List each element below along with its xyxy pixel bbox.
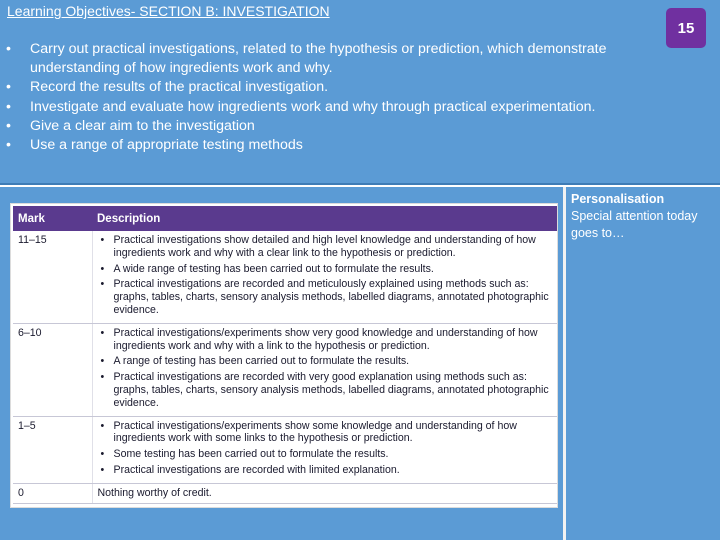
description-point: • Practical investigations are recorded with limited explanation. xyxy=(100,463,400,476)
mark-cell: 11–15 xyxy=(13,231,92,323)
mark-cell: 6–10 xyxy=(13,323,92,416)
description-cell: Nothing worthy of credit. xyxy=(92,483,557,503)
score-badge: 15 xyxy=(666,8,706,48)
description-column-header: Description xyxy=(92,206,557,231)
description-point: • Practical investigations show detailed and high level knowledge and understanding of how ingredients work and why with a clear link to the hypothesis or prediction. xyxy=(100,234,536,259)
mark-cell: 1–5 xyxy=(13,416,92,483)
bullet-icon: • xyxy=(100,278,105,291)
page-title: Learning Objectives- SECTION B: INVESTIGATION xyxy=(7,3,330,19)
learning-objectives-panel xyxy=(0,0,720,185)
description-point: • Practical investigations/experiments show very good knowledge and understanding of how ingredients work and why with a link to the hypothesis or prediction. xyxy=(100,326,538,352)
description-point: • Some testing has been carried out to formulate the results. xyxy=(100,448,389,461)
bullet-icon: • xyxy=(100,355,105,368)
bullet-icon: • xyxy=(100,326,105,339)
bullet-icon: • xyxy=(100,463,105,476)
table-row xyxy=(13,416,557,483)
objective-item: • Give a clear aim to the investigation xyxy=(6,117,696,136)
objective-item: • Carry out practical investigations, related to the hypothesis or prediction, which demonstrate understanding of how ingredients work and why. xyxy=(6,41,607,77)
description-cell xyxy=(92,323,557,416)
personalisation-text: Special attention today goes to… xyxy=(571,209,698,240)
objectives-list xyxy=(6,40,696,155)
description-point: • Practical investigations/experiments show some knowledge and understanding of how ingredients work with some links to the hypothesis or prediction. xyxy=(100,419,517,445)
table-row xyxy=(13,231,557,323)
personalisation-title: Personalisation xyxy=(571,192,665,206)
bullet-icon: • xyxy=(100,419,105,432)
table-row xyxy=(13,483,557,503)
description-cell xyxy=(92,416,557,483)
description-point: • A wide range of testing has been carried out to formulate the results. xyxy=(100,262,434,275)
bullet-icon: • xyxy=(6,117,11,134)
objective-item: • Record the results of the practical investigation. xyxy=(6,78,696,97)
personalisation-panel xyxy=(566,187,720,540)
objective-item: • Investigate and evaluate how ingredients work and why through practical experimentation. xyxy=(6,98,696,117)
objective-item: • Use a range of appropriate testing methods xyxy=(6,136,696,155)
bullet-icon: • xyxy=(100,234,105,246)
bullet-icon: • xyxy=(6,41,11,57)
description-cell xyxy=(92,231,557,323)
table-row xyxy=(13,323,557,416)
description-point: • Practical investigations are recorded with very good explanation using methods such as: graphs, tables, charts, sensory analysis methods, labelled diagrams, annotated photographic evidence. xyxy=(100,371,549,409)
mark-cell: 0 xyxy=(13,483,92,503)
description-point: • Practical investigations are recorded and meticulously explained using methods such as: graphs, tables, charts, sensory analysis methods, labelled diagrams, annotated photographic evidence. xyxy=(100,278,549,316)
mark-scheme-table xyxy=(13,206,557,504)
mark-column-header: Mark xyxy=(13,206,92,231)
bullet-icon: • xyxy=(6,79,11,96)
bullet-icon: • xyxy=(100,262,105,275)
bullet-icon: • xyxy=(6,98,11,115)
bullet-icon: • xyxy=(100,371,105,384)
bullet-icon: • xyxy=(100,448,105,461)
table-header-row xyxy=(13,206,557,231)
bullet-icon: • xyxy=(6,137,11,154)
mark-scheme-card xyxy=(10,203,558,508)
description-point: • A range of testing has been carried out to formulate the results. xyxy=(100,355,410,368)
